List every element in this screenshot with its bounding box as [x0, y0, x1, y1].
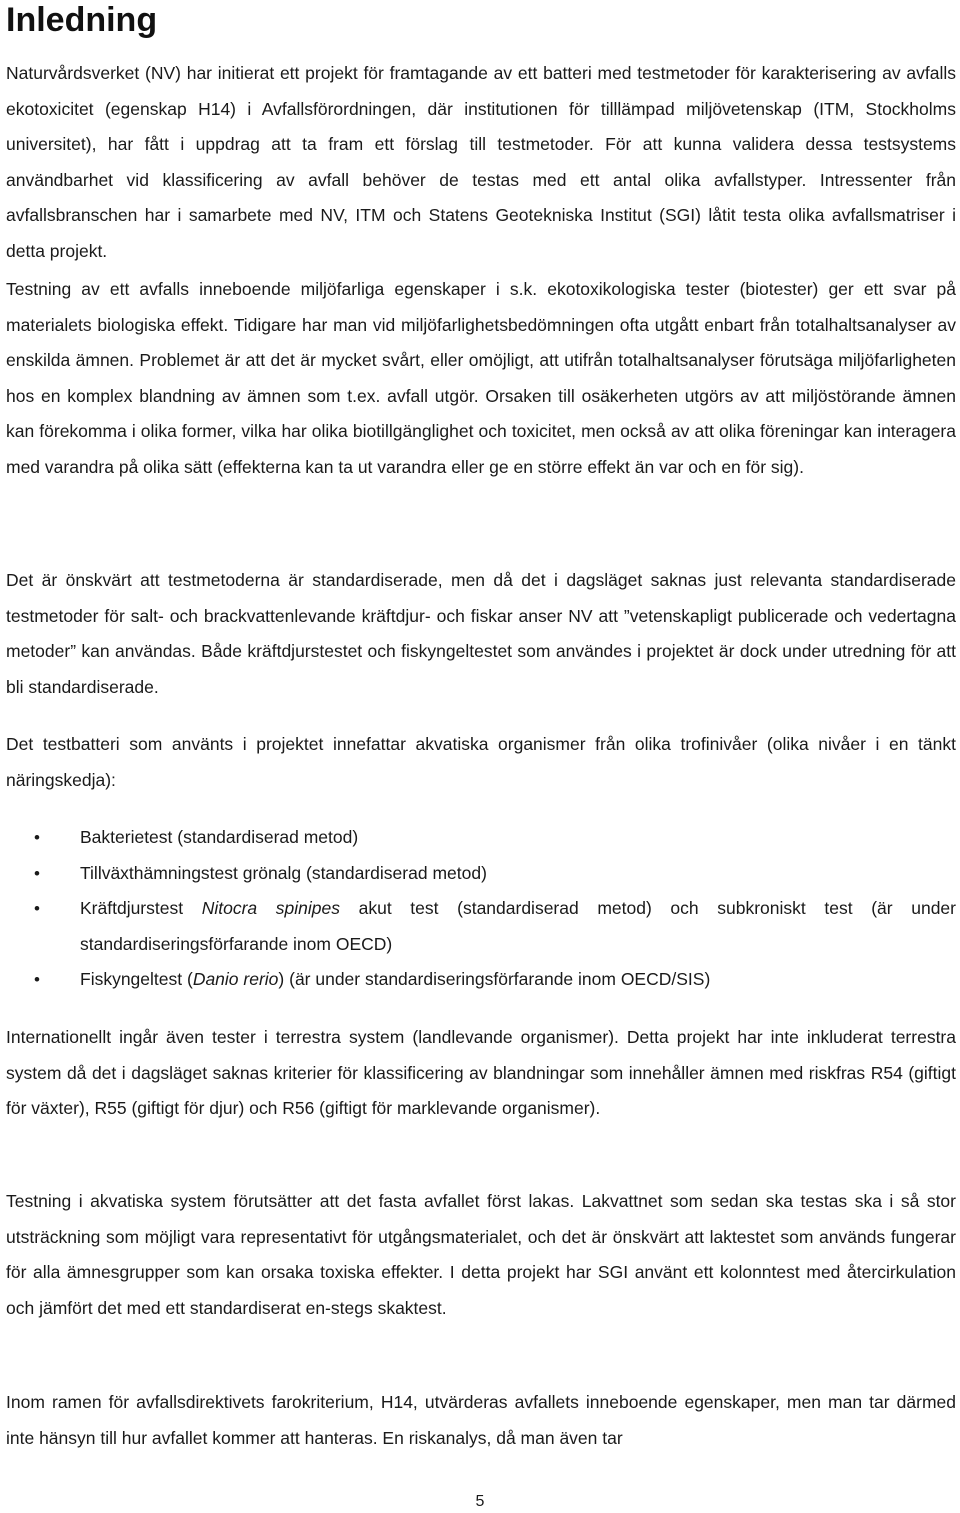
page-number: 5 — [475, 1493, 485, 1510]
list-item-text: Bakterietest (standardiserad metod) — [80, 827, 359, 847]
paragraph-standardization: Det är önskvärt att testmetoderna är standardiserade, men då det i dagsläget saknas just relevanta standardiserade testmetoder för salt- och brackvattenlevande kräftdjur- och fiskar anser NV att ”vetenskapligt publicerade och vedertagna metoder” kan användas. Både kräftdjurstestet och fiskyngeltestet som användes i projektet är dock under utredning för att bli standardiserade. — [6, 570, 956, 697]
bullet-icon: • — [34, 970, 40, 989]
list-item-text-end: ) (är under standardiseringsförfarande inom OECD/SIS) — [278, 969, 711, 989]
list-item-text-start: Fiskyngeltest ( — [80, 969, 193, 989]
species-name: Nitocra spinipes — [201, 898, 340, 918]
paragraph-test-battery: Det testbatteri som använts i projektet innefattar akvatiska organismer från olika trofinivåer (olika nivåer i en tänkt näringskedja): — [6, 734, 956, 790]
list-item — [6, 891, 956, 962]
list-item — [6, 962, 956, 998]
list-item-text-start: Kräftdjurstest — [80, 898, 202, 918]
document-page — [6, 0, 956, 1448]
page-title: Inledning — [6, 1, 158, 39]
bullet-icon: • — [34, 863, 40, 883]
list-item — [6, 856, 956, 892]
paragraph-risk: Inom ramen för avfallsdirektivets farokriterium, H14, utvärderas avfallets inneboende egenskaper, men man tar därmed inte hänsyn till hur avfallet kommer att hanteras. En riskanalys, då man även tar — [6, 1392, 956, 1448]
list-item — [6, 820, 956, 856]
paragraph-testing: Testning av ett avfalls inneboende miljöfarliga egenskaper i s.k. ekotoxikologiska tester (biotester) ger ett svar på materialets biologiska effekt. Tidigare har man vid miljöfarlighetsbedömningen ofta utgått enbart från totalhaltsanalyser av enskilda ämnen. Problemet är att det är mycket svårt, eller omöjligt, att utifrån totalhaltsanalyser förutsäga miljöfarligheten hos en komplex blandning av ämnen som t.ex. avfall utgör. Orsaken till osäkerheten utgörs av att miljöstörande ämnen kan förekomma i olika former, vilka har olika biotillgänglighet och toxicitet, men också av att olika föreningar kan interagera med varandra på olika sätt (effekterna kan ta ut varandra eller ge en större effekt än var och en för sig). — [6, 279, 956, 477]
paragraph-leaching: Testning i akvatiska system förutsätter att det fasta avfallet först lakas. Lakvattnet som sedan ska testas ska i så stor utsträckning som möjligt vara representativt för utgångsmaterialet, och det är önskvärt att laktestet som används fungerar för alla ämnesgrupper som kan orsaka toxiska effekter. I detta projekt har SGI använt ett kolonntest med återcirkulation och jämfört det med ett standardiserat en-stegs skaktest. — [6, 1191, 956, 1318]
species-name: Danio rerio — [192, 969, 279, 989]
list-item-text: Tillväxthämningstest grönalg (standardiserad metod) — [80, 862, 487, 883]
bullet-icon: • — [34, 828, 40, 847]
list-item-text-end: akut test (standardiserad metod) och subkroniskt test (är under standardiseringsförfarande inom OECD) — [80, 898, 956, 954]
test-list — [6, 820, 956, 998]
paragraph-terrestrial: Internationellt ingår även tester i terrestra system (landlevande organismer). Detta projekt har inte inkluderat terrestra system då det i dagsläget saknas kriterier för klassificering av blandningar som innehåller ämnen med riskfras R54 (giftigt för växter), R55 (giftigt för djur) och R56 (giftigt för marklevande organismer). — [6, 1027, 956, 1118]
bullet-icon: • — [34, 899, 40, 918]
paragraph-intro: Naturvårdsverket (NV) har initierat ett projekt för framtagande av ett batteri med testmetoder för karakterisering av avfalls ekotoxicitet (egenskap H14) i Avfallsförordningen, där institutionen för tilllämpad miljövetenskap (ITM, Stockholms universitet), har fått i uppdrag att ta fram ett förslag till testmetoder. För att kunna validera dessa testsystems användbarhet vid klassificering av avfall behöver de testas med ett antal olika avfallstyper. Intressenter från avfallsbranschen har i samarbete med NV, ITM och Statens Geotekniska Institut (SGI) låtit testa olika avfallsmatriser i detta projekt. — [6, 63, 956, 261]
